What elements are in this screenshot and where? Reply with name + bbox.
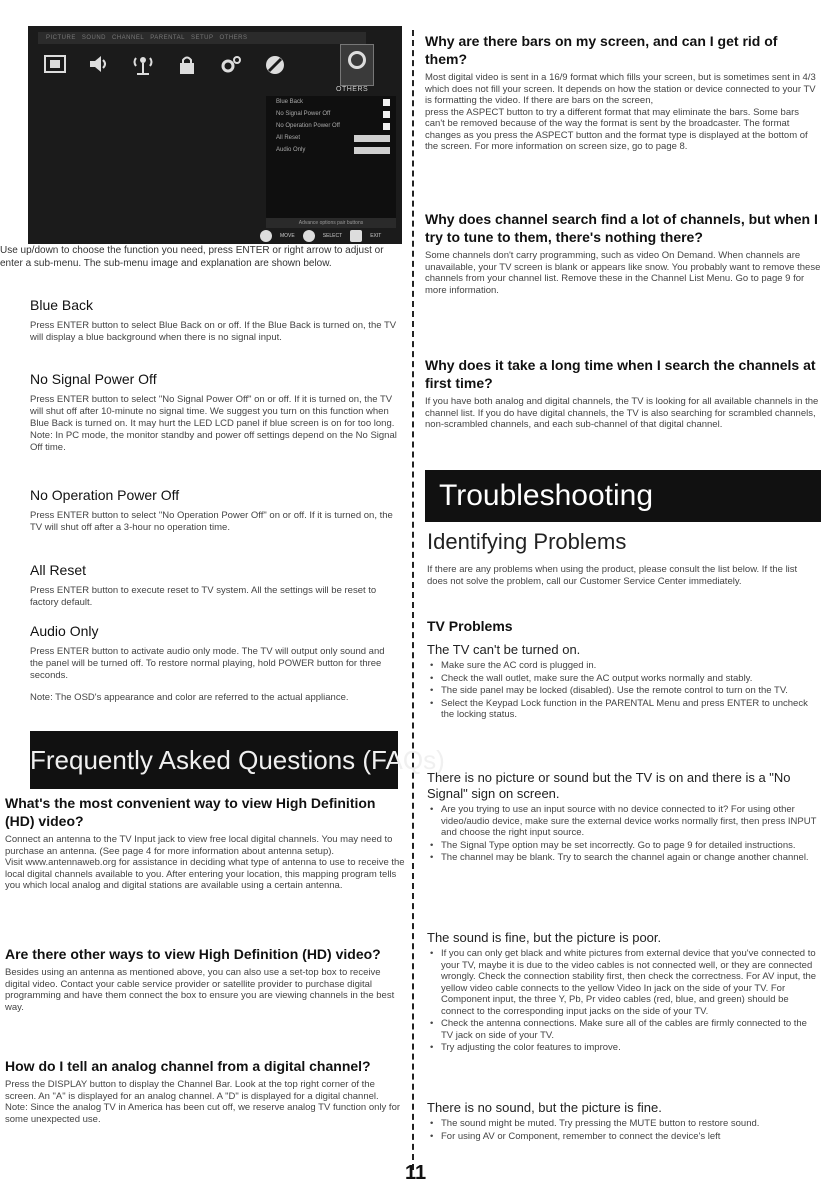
faq-answer: Note: Since the analog TV in America has been cut off, we reserve analog TV function only for some unexpected use. — [5, 1102, 401, 1125]
page-number: 11 — [405, 1162, 427, 1184]
list-item: • Are you trying to use an input source with no device connected to it? For using other video/audio device, make sure the external device works normally first, then press INPUT and choose the right input source. — [441, 804, 819, 839]
list-item: • The channel may be blank. Try to search the channel again or change another channel. — [441, 852, 819, 864]
problem-title: The TV can't be turned on. — [427, 642, 581, 657]
faq-question: Why does it take a long time when I search the channels at first time? — [425, 357, 816, 391]
osd-tab: SETUP — [191, 35, 214, 41]
osd-menu-row: Audio Only — [266, 144, 396, 156]
problem-title: There is no sound, but the picture is fine. — [427, 1100, 662, 1115]
list-item: • The side panel may be locked (disabled). Use the remote control to turn on the TV. — [441, 685, 819, 697]
osd-tab-bar — [38, 32, 366, 44]
faq-question: Why does channel search find a lot of channels, but when I try to tune to them, there's nothing there? — [425, 211, 818, 245]
faq-item — [5, 1057, 405, 1125]
list-item: • Check the wall outlet, make sure the AC output works normally and stably. — [441, 673, 819, 685]
problem-block — [427, 1100, 819, 1143]
tv-problems-heading: TV Problems — [427, 618, 513, 634]
faq-item — [5, 794, 405, 892]
section-blue-back — [30, 296, 400, 344]
others-icon — [262, 54, 288, 80]
section-heading: Blue Back — [30, 297, 94, 313]
osd-tab: OTHERS — [219, 35, 248, 41]
problem-title: The sound is fine, but the picture is poor. — [427, 930, 662, 945]
osd-hint-bar: Advance options pair buttons — [266, 218, 396, 228]
parental-lock-icon — [174, 54, 200, 80]
osd-selected-category-icon — [340, 44, 374, 86]
faq-item — [425, 32, 821, 153]
osd-tab: PARENTAL — [150, 35, 185, 41]
osd-tab: PICTURE — [46, 35, 76, 41]
move-icon — [260, 230, 272, 242]
problem-title: There is no picture or sound but the TV is on and there is a "No Signal" sign on screen. — [427, 770, 791, 801]
faq-answer: Connect an antenna to the TV Input jack to view free local digital channels. You may need to purchase an antenna. (See page 4 for more information about antenna setup). — [5, 834, 393, 857]
faq-answer: Visit www.antennaweb.org for assistance in deciding what type of antenna to use to receive the local digital channels available to you. After entering your location, this mapping program tells you which local analog and digital stations are available using a certain antenna. — [5, 857, 405, 891]
osd-menu-row: Blue Back — [266, 96, 396, 108]
section-no-signal-power-off — [30, 370, 400, 454]
list-item: • Select the Keypad Lock function in the PARENTAL Menu and press ENTER to uncheck the locking status. — [441, 698, 819, 721]
problem-block — [427, 930, 819, 1055]
osd-tab: CHANNEL — [112, 35, 145, 41]
channel-icon — [130, 54, 156, 80]
faq-answer: If you have both analog and digital channels, the TV is looking for all available channels in the channel list. If you do have digital channels, the TV is also searching for scrambled channels, non-scrambled channels, and each sub-channel of that digital channel. — [425, 396, 819, 430]
section-no-operation-power-off — [30, 486, 400, 534]
setup-icon — [218, 54, 244, 80]
list-item: • If you can only get black and white pictures from external device that you've connected to your TV, maybe it is due to the video cables is not connected well, or they are connected wrongly. Check the connection stability first, then check the correctness. For AV input, the yellow video cable connects to the yellow Video In jack on the side of your TV. For Component input, the three Y, Pb, Pr video cables (red, blue, and green) should be connect to the corresponding input jacks on the side of your TV. — [441, 948, 819, 1017]
section-paragraph: Press ENTER button to select "No Operation Power Off" on or off. If it is turned on, the TV will shut off after a 3-hour no operation time. — [30, 510, 393, 533]
identifying-problems-title: Identifying Problems — [427, 529, 627, 554]
list-item: • Try adjusting the color features to improve. — [441, 1042, 819, 1054]
section-paragraph: Press ENTER button to execute reset to TV system. All the settings will be reset to factory default. — [30, 585, 377, 608]
faq-item — [425, 356, 821, 431]
troubleshooting-banner: Troubleshooting — [425, 470, 821, 522]
list-item: • Make sure the AC cord is plugged in. — [441, 660, 819, 672]
osd-menu-screenshot — [28, 26, 402, 244]
faq-item — [425, 210, 821, 296]
osd-menu-row: No Signal Power Off — [266, 108, 396, 120]
faq-answer: Press the DISPLAY button to display the Channel Bar. Look at the top right corner of the screen. An "A" is displayed for an analog channel. A "D" is displayed for a digital channel. — [5, 1079, 379, 1102]
faq-answer: Most digital video is sent in a 16/9 format which fills your screen, but is sometimes sent in 4/3 which does not fill your screen. It depends on how the station or device connected to your TV is formatting the video. If there are bars on the screen, — [425, 72, 816, 106]
identifying-problems-text: If there are any problems when using the product, please consult the list below. If the list does not solve the problem, call our Customer Service Center immediately. — [427, 564, 798, 587]
list-item: • The sound might be muted. Try pressing the MUTE button to restore sound. — [441, 1118, 819, 1130]
section-paragraph: Press ENTER button to select Blue Back on or off. If the Blue Back is turned on, the TV will display a blue background when there is no signal input. — [30, 320, 397, 343]
osd-category-label: OTHERS — [336, 86, 369, 93]
section-paragraph: Press ENTER button to activate audio only mode. The TV will output only sound and the panel will be turned off. To restore normal playing, hold POWER button for three seconds. — [30, 646, 385, 681]
osd-nav-hints: MOVE SELECT EXIT — [260, 230, 381, 242]
option-bar — [354, 135, 390, 142]
intro-text: Use up/down to choose the function you need, press ENTER or right arrow to adjust or enter a sub-menu. The sub-menu image and explanation are shown below. — [0, 245, 384, 269]
section-paragraph: Press ENTER button to select "No Signal Power Off" on or off. If it is turned on, the TV will shut off after 10-minute no signal time. We suggest you turn on this function when Blue Back is turned on. It may hurt the LED LCD panel if blue screen is on for too long. — [30, 394, 395, 429]
column-divider — [412, 30, 414, 1170]
faq-question: What's the most convenient way to view High Definition (HD) video? — [5, 795, 376, 829]
faq-question: How do I tell an analog channel from a digital channel? — [5, 1058, 371, 1074]
section-audio-only — [30, 622, 400, 704]
faq-item — [5, 945, 405, 1013]
section-heading: No Signal Power Off — [30, 371, 157, 387]
osd-tab: SOUND — [81, 35, 107, 41]
sound-icon — [86, 54, 112, 80]
checkbox-icon — [383, 123, 390, 130]
faq-question: Are there other ways to view High Definition (HD) video? — [5, 946, 381, 962]
list-item: • The Signal Type option may be set incorrectly. Go to page 9 for detailed instructions. — [441, 840, 819, 852]
checkbox-icon — [383, 99, 390, 106]
osd-icon-row — [38, 48, 342, 86]
problem-block — [427, 642, 819, 722]
faq-answer: Some channels don't carry programming, such as video On Demand. When channels are unavailable, your TV screen is blank or appears like snow. You probably want to remove these channels from your channel list. Remove these in the Channel List Menu. Go to page 9 for more information. — [425, 250, 821, 296]
osd-menu-row: No Operation Power Off — [266, 120, 396, 132]
section-heading: Audio Only — [30, 623, 99, 639]
checkbox-icon — [383, 111, 390, 118]
faq-answer: press the ASPECT button to try a different format that may eliminate the bars. Some bars can't be removed because of the way the format is sent by the broadcaster. The format changes as you press the ASPECT button and the format type is displayed at the bottom of the screen. For more information on screen size, go to page 8. — [425, 106, 808, 152]
list-item: • For using AV or Component, remember to connect the device's left — [441, 1131, 819, 1143]
section-paragraph: Note: The OSD's appearance and color are referred to the actual appliance. — [30, 692, 349, 703]
faq-banner: Frequently Asked Questions (FAQs) — [30, 731, 398, 789]
section-heading: All Reset — [30, 562, 87, 578]
list-item: • Check the antenna connections. Make sure all of the cables are firmly connected to the TV jack on side of your TV. — [441, 1018, 819, 1041]
option-bar — [354, 147, 390, 154]
problem-block — [427, 770, 819, 865]
picture-icon — [42, 54, 68, 80]
section-heading: No Operation Power Off — [30, 487, 180, 503]
faq-question: Why are there bars on my screen, and can I get rid of them? — [425, 33, 778, 67]
exit-icon — [350, 230, 362, 242]
osd-menu-row: All Reset — [266, 132, 396, 144]
select-icon — [303, 230, 315, 242]
section-paragraph: Note: In PC mode, the monitor standby and power off settings depend on the No Signal Off time. — [30, 430, 397, 453]
faq-answer: Besides using an antenna as mentioned above, you can also use a set-top box to receive digital video. Contact your cable service provider or satellite provider to purchase digital programming and have them connect the box to ensure you are viewing channels in the best way. — [5, 967, 395, 1013]
osd-submenu-panel — [266, 96, 396, 218]
section-all-reset — [30, 561, 400, 609]
